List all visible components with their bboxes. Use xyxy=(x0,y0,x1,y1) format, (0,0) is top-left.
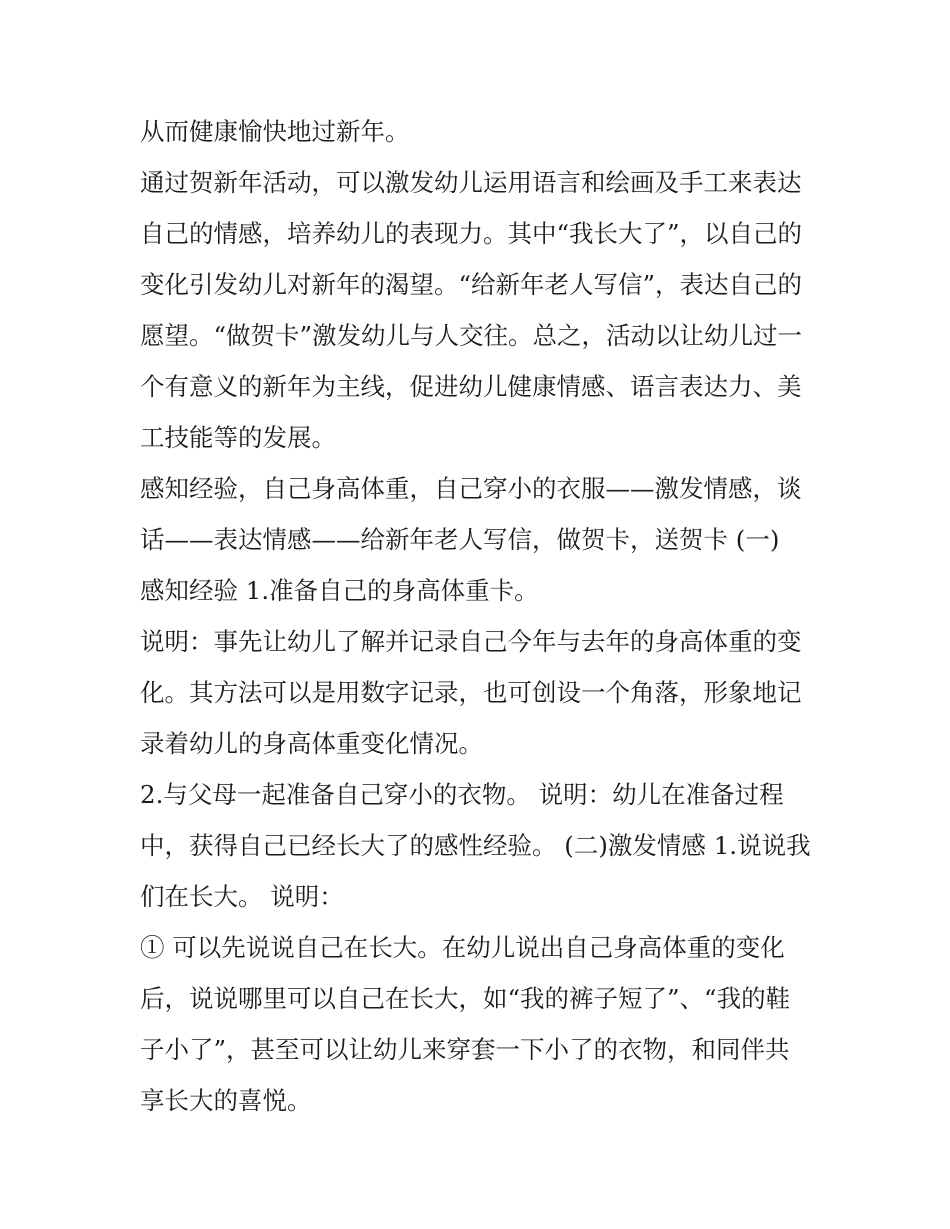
text-line: 说明：事先让幼儿了解并记录自己今年与去年的身高体重的变 xyxy=(140,627,802,656)
text-line: 变化引发幼儿对新年的渴望。“给新年老人写信”，表达自己的 xyxy=(140,270,803,299)
text-line: 后，说说哪里可以自己在长大，如“我的裤子短了”、“我的鞋 xyxy=(140,984,791,1013)
text-line: 工技能等的发展。 xyxy=(140,423,336,452)
text-line: 话——表达情感——给新年老人写信，做贺卡，送贺卡 (一) xyxy=(140,525,780,554)
text-line: 通过贺新年活动，可以激发幼儿运用语言和绘画及手工来表达 xyxy=(140,168,802,197)
document-body xyxy=(140,106,820,1126)
text-line: 录着幼儿的身高体重变化情况。 xyxy=(140,729,483,758)
text-line: 感知经验，自己身高体重，自己穿小的衣服——激发情感，谈 xyxy=(140,474,802,503)
text-line: 愿望。“做贺卡”激发幼儿与人交往。总之，活动以让幼儿过一 xyxy=(140,321,803,350)
text-line: 从而健康愉快地过新年。 xyxy=(140,117,410,146)
text-line: 中，获得自己已经长大了的感性经验。 (二)激发情感 1.说说我 xyxy=(140,831,811,860)
text-line: 化。其方法可以是用数字记录，也可创设一个角落，形象地记 xyxy=(140,678,802,707)
text-line: 享长大的喜悦。 xyxy=(140,1086,312,1115)
text-line: 2.与父母一起准备自己穿小的衣物。 说明：幼儿在准备过程 xyxy=(140,780,784,809)
text-line: 子小了”，甚至可以让幼儿来穿套一下小了的衣物，和同伴共 xyxy=(140,1035,790,1064)
text-line: 个有意义的新年为主线，促进幼儿健康情感、语言表达力、美 xyxy=(140,372,802,401)
text-line: 们在长大。 说明： xyxy=(140,882,344,911)
text-line: ① 可以先说说自己在长大。在幼儿说出自己身高体重的变化 xyxy=(140,933,785,962)
text-line: 自己的情感，培养幼儿的表现力。其中“我长大了”，以自己的 xyxy=(140,219,803,248)
text-line: 感知经验 1.准备自己的身高体重卡。 xyxy=(140,576,539,605)
